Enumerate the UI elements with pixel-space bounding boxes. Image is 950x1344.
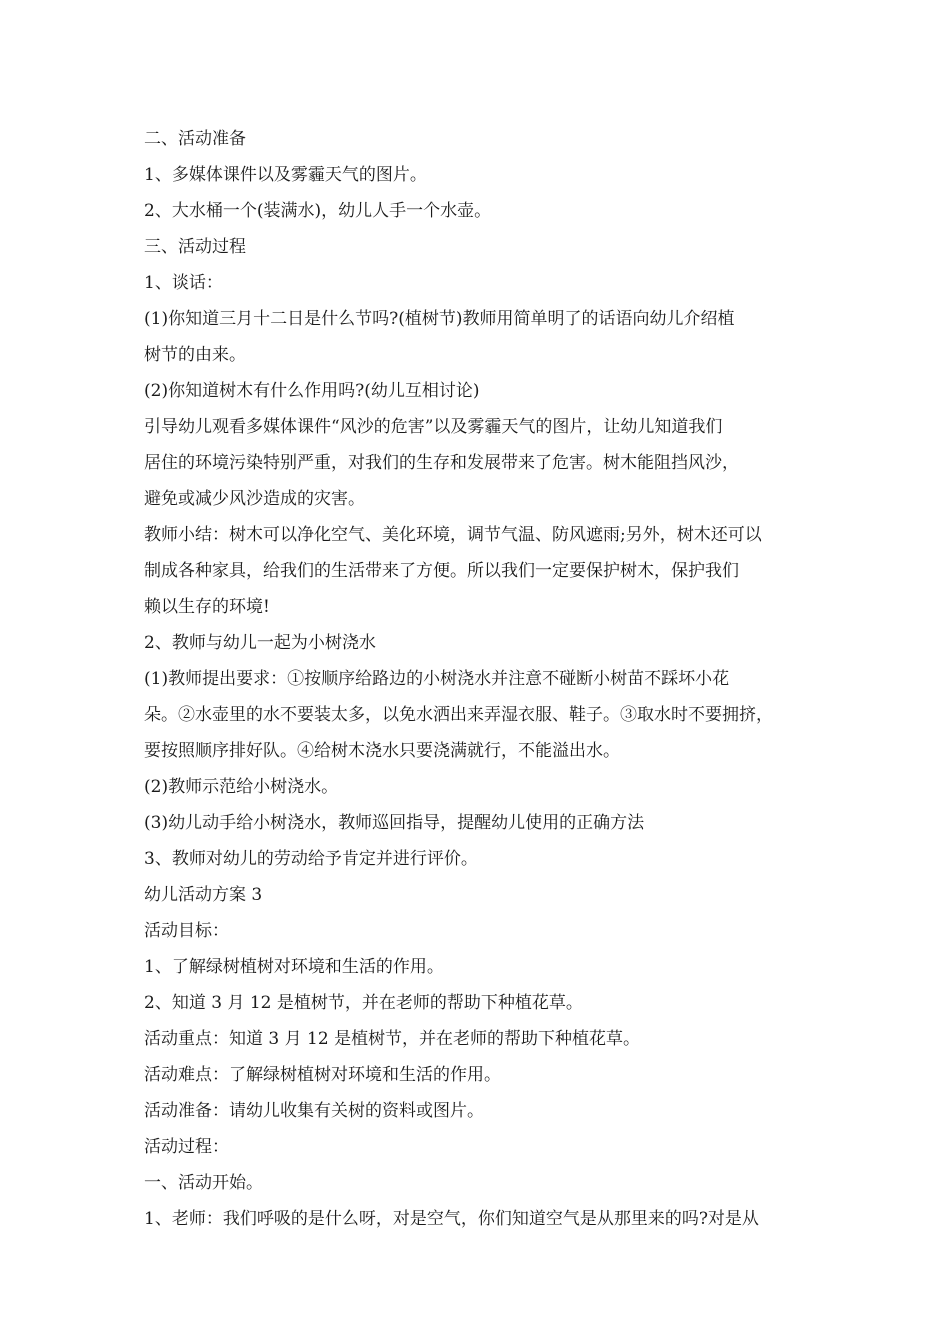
text-line: 2、知道 3 月 12 是植树节，并在老师的帮助下种植花草。	[144, 993, 583, 1013]
text-line: 赖以生存的环境!	[144, 597, 270, 617]
text-line: 幼儿活动方案 3	[144, 885, 263, 905]
text-line: 活动过程：	[144, 1137, 229, 1157]
text-line: 1、老师：我们呼吸的是什么呀，对是空气，你们知道空气是从那里来的吗?对是从	[144, 1209, 759, 1229]
text-line: 1、谈话：	[144, 273, 223, 293]
text-line: 三、活动过程	[144, 237, 246, 257]
text-line: 2、大水桶一个(装满水)，幼儿人手一个水壶。	[144, 201, 492, 221]
text-line: 活动目标：	[144, 921, 229, 941]
text-line: 制成各种家具，给我们的生活带来了方便。所以我们一定要保护树木，保护我们	[144, 561, 739, 581]
text-line: (3)幼儿动手给小树浇水，教师巡回指导，提醒幼儿使用的正确方法	[144, 813, 645, 833]
text-line: (2)你知道树木有什么作用吗?(幼儿互相讨论)	[144, 381, 480, 401]
text-line: (1)你知道三月十二日是什么节吗?(植树节)教师用简单明了的话语向幼儿介绍植	[144, 309, 735, 329]
text-line: 居住的环境污染特别严重，对我们的生存和发展带来了危害。树木能阻挡风沙，	[144, 453, 739, 473]
text-line: 1、了解绿树植树对环境和生活的作用。	[144, 957, 444, 977]
text-line: 一、活动开始。	[144, 1173, 263, 1193]
text-line: 活动难点：了解绿树植树对环境和生活的作用。	[144, 1065, 501, 1085]
text-line: 引导幼儿观看多媒体课件“风沙的危害”以及雾霾天气的图片，让幼儿知道我们	[144, 417, 723, 437]
text-line: (2)教师示范给小树浇水。	[144, 777, 339, 797]
text-line: 二、活动准备	[144, 129, 246, 149]
text-line: 教师小结：树木可以净化空气、美化环境，调节气温、防风遮雨;另外，树木还可以	[144, 525, 762, 545]
text-line: 朵。②水壶里的水不要装太多，以免水洒出来弄湿衣服、鞋子。③取水时不要拥挤，	[144, 705, 773, 725]
text-line: 活动准备：请幼儿收集有关树的资料或图片。	[144, 1101, 484, 1121]
text-line: 活动重点：知道 3 月 12 是植树节，并在老师的帮助下种植花草。	[144, 1029, 641, 1049]
text-line: (1)教师提出要求：①按顺序给路边的小树浇水并注意不碰断小树苗不踩坏小花	[144, 669, 730, 689]
text-line: 3、教师对幼儿的劳动给予肯定并进行评价。	[144, 849, 478, 869]
text-line: 树节的由来。	[144, 345, 246, 365]
text-line: 避免或减少风沙造成的灾害。	[144, 489, 365, 509]
text-line: 1、多媒体课件以及雾霾天气的图片。	[144, 165, 427, 185]
text-line: 要按照顺序排好队。④给树木浇水只要浇满就行，不能溢出水。	[144, 741, 620, 761]
document-body	[144, 121, 812, 1237]
text-line: 2、教师与幼儿一起为小树浇水	[144, 633, 376, 653]
